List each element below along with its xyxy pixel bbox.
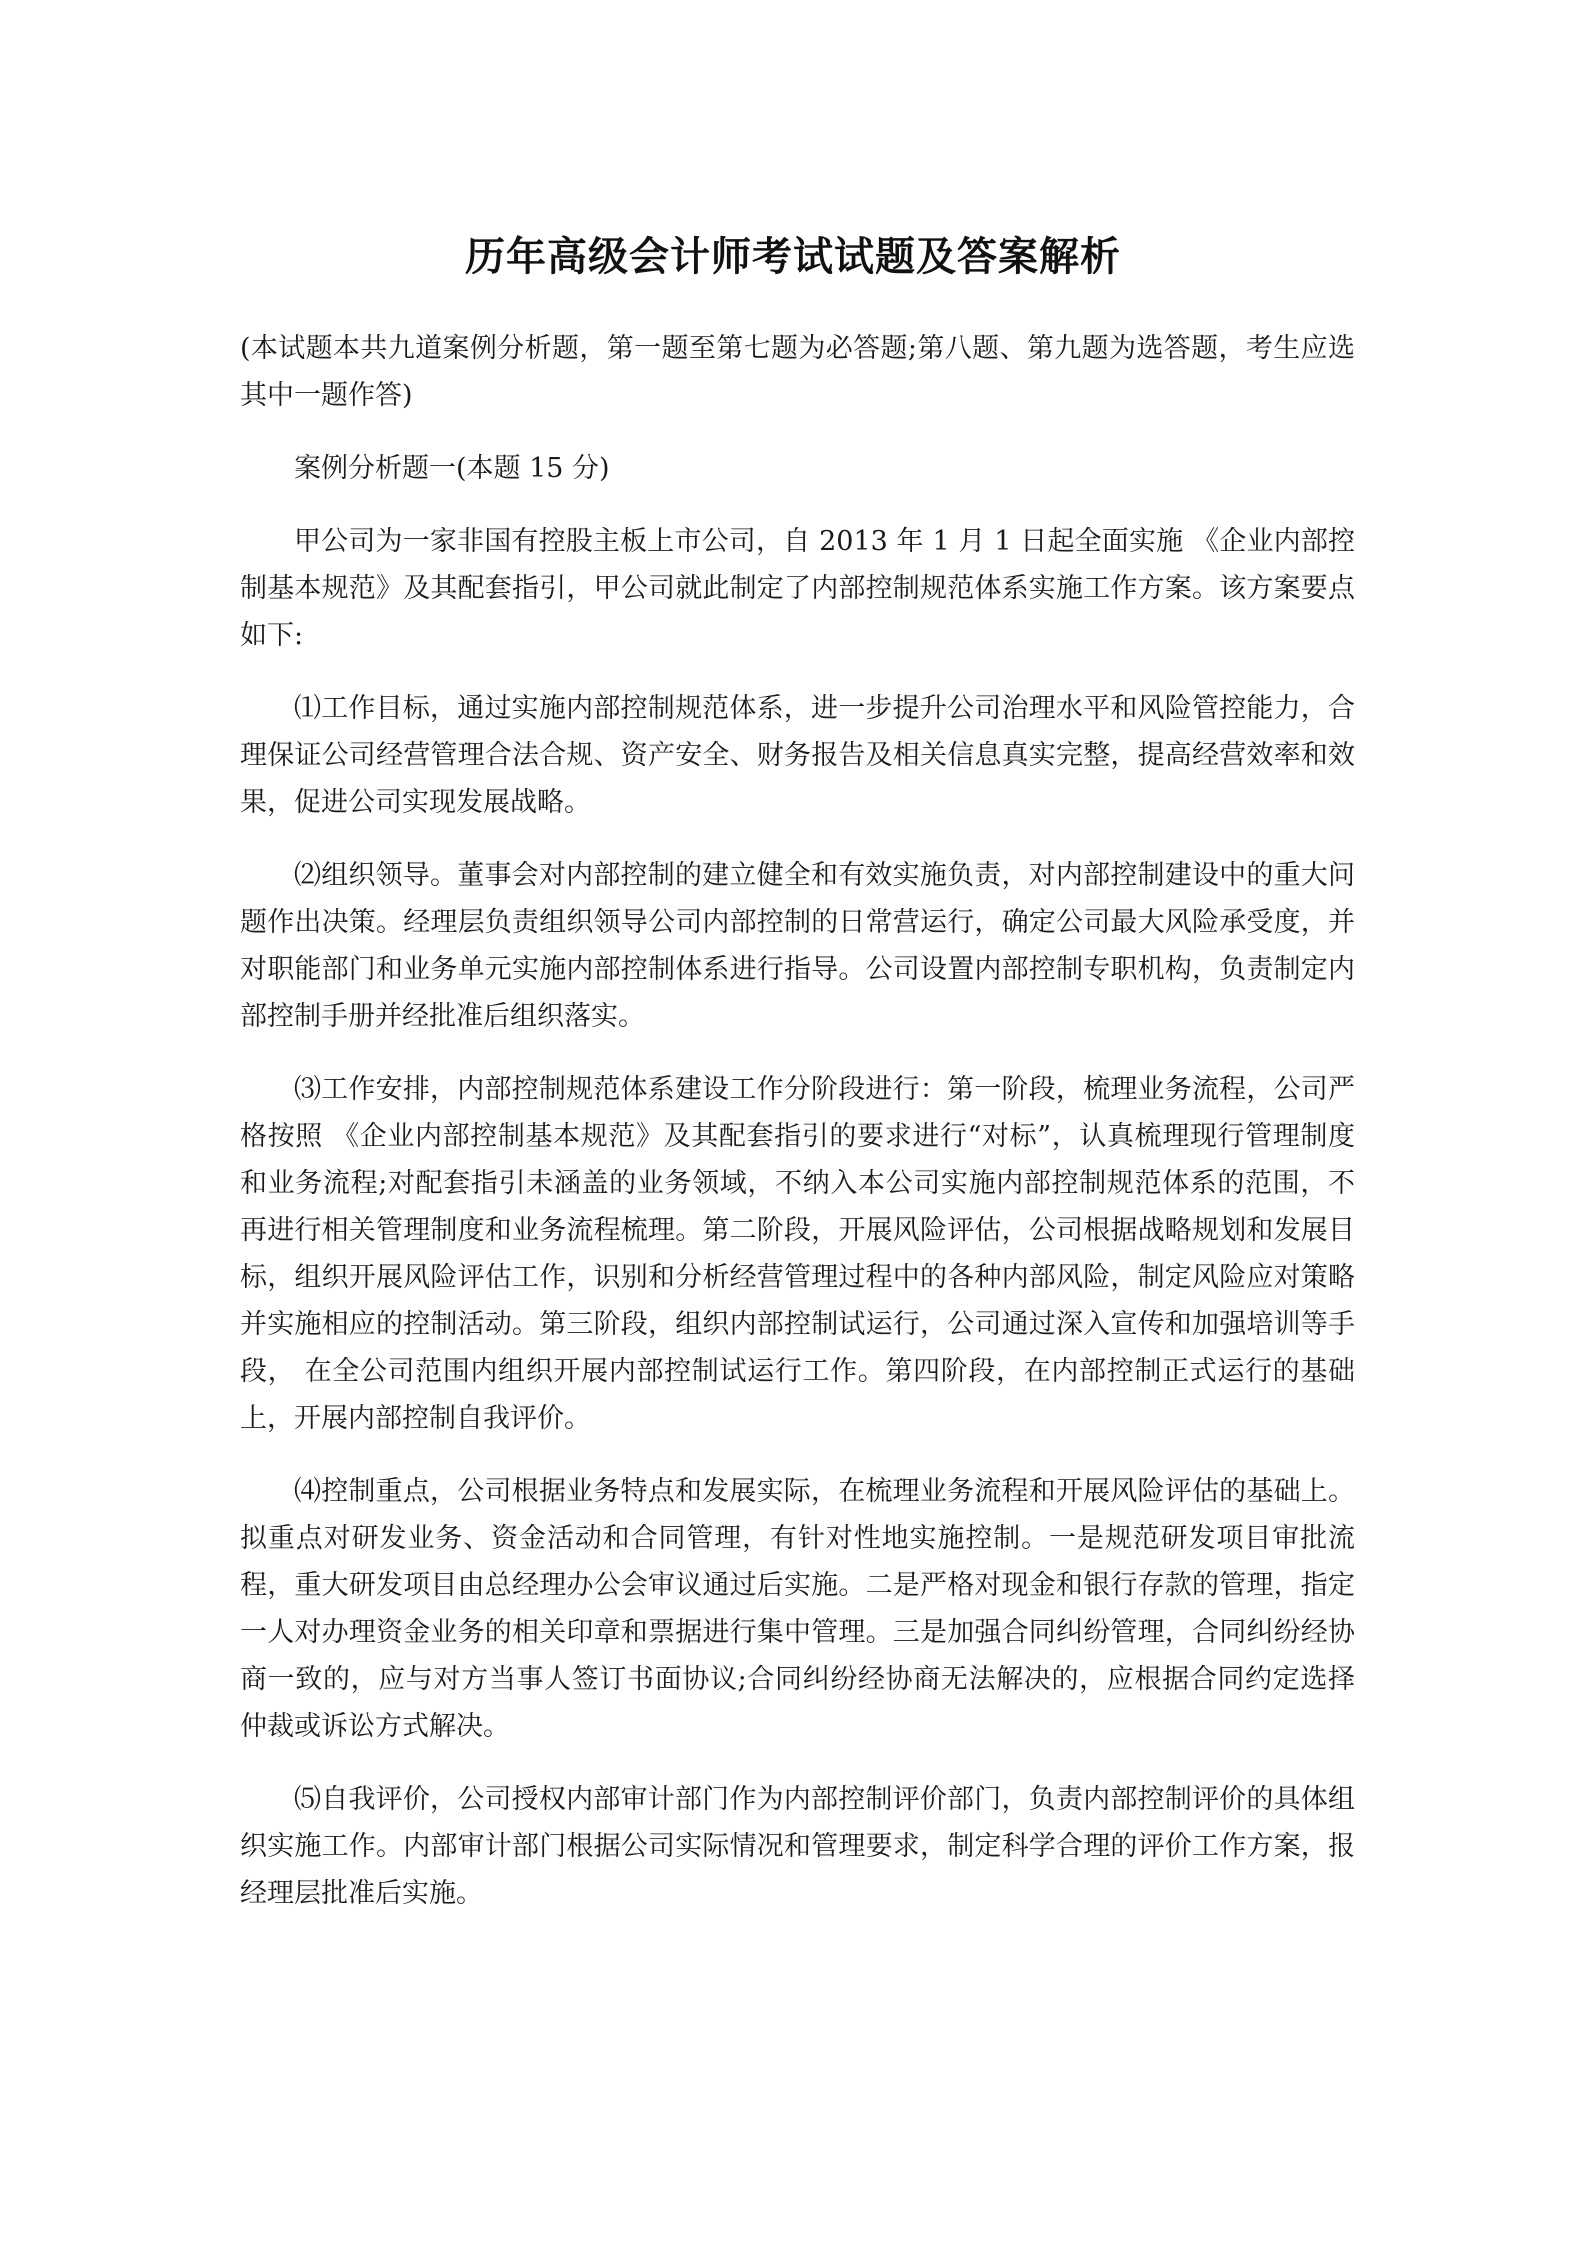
paragraph-work-arrangement: ⑶工作安排，内部控制规范体系建设工作分阶段进行：第一阶段，梳理业务流程，公司严格按照 《企业内部控制基本规范》及其配套指引的要求进行“对标”，认真梳理现行管理制度和业务流程;对配套指引未涵盖的业务领域，不纳入本公司实施内部控制规范体系的范围，不再进行相关管理制度和业务流程梳理。第二阶段，开展风险评估，公司根据战略规划和发展目标，组织开展风险评估工作，识别和分析经营管理过程中的各种内部风险，制定风险应对策略并实施相应的控制活动。第三阶段，组织内部控制试运行，公司通过深入宣传和加强培训等手段， 在全公司范围内组织开展内部控制试运行工作。第四阶段，在内部控制正式运行的基础上，开展内部控制自我评价。 xyxy=(240,1074,1355,1434)
paragraph-company-intro: 甲公司为一家非国有控股主板上市公司，自 2013 年 1 月 1 日起全面实施 《企业内部控制基本规范》及其配套指引，甲公司就此制定了内部控制规范体系实施工作方案。该方案要点如下: xyxy=(240,526,1355,651)
paragraph-organization: ⑵组织领导。董事会对内部控制的建立健全和有效实施负责，对内部控制建设中的重大问题作出决策。经理层负责组织领导公司内部控制的日常营运行，确定公司最大风险承受度，并对职能部门和业务单元实施内部控制体系进行指导。公司设置内部控制专职机构，负责制定内部控制手册并经批准后组织落实。 xyxy=(240,860,1355,1032)
paragraph-control-focus: ⑷控制重点，公司根据业务特点和发展实际，在梳理业务流程和开展风险评估的基础上。拟重点对研发业务、资金活动和合同管理，有针对性地实施控制。一是规范研发项目审批流程，重大研发项目由总经理办公会审议通过后实施。二是严格对现金和银行存款的管理，指定一人对办理资金业务的相关印章和票据进行集中管理。三是加强合同纠纷管理，合同纠纷经协商一致的，应与对方当事人签订书面协议;合同纠纷经协商无法解决的，应根据合同约定选择仲裁或诉讼方式解决。 xyxy=(240,1476,1355,1742)
document-title: 历年高级会计师考试试题及答案解析 xyxy=(465,234,1121,280)
intro-note: (本试题本共九道案例分析题，第一题至第七题为必答题;第八题、第九题为选答题，考生应选其中一题作答) xyxy=(240,333,1355,411)
case-heading: 案例分析题一(本题 15 分) xyxy=(294,453,610,484)
paragraph-self-evaluation: ⑸自我评价，公司授权内部审计部门作为内部控制评价部门，负责内部控制评价的具体组织实施工作。内部审计部门根据公司实际情况和管理要求，制定科学合理的评价工作方案，报经理层批准后实施。 xyxy=(240,1784,1355,1909)
document-body xyxy=(240,325,1355,1943)
paragraph-work-goal: ⑴工作目标，通过实施内部控制规范体系，进一步提升公司治理水平和风险管控能力，合理保证公司经营管理合法合规、资产安全、财务报告及相关信息真实完整，提高经营效率和效果，促进公司实现发展战略。 xyxy=(240,693,1355,818)
